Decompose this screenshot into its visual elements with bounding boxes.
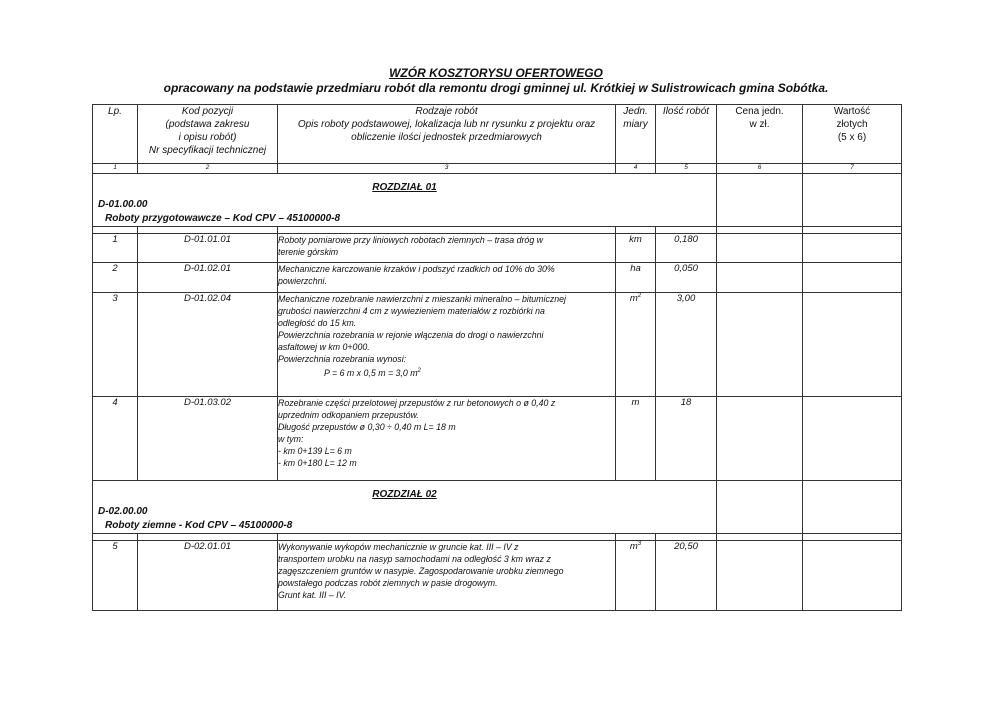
row-quantity: 3,00 (656, 293, 717, 397)
section-heading: ROZDZIAŁ 02 (372, 489, 437, 500)
row-unit: ha (616, 263, 656, 293)
value-cell[interactable] (803, 397, 902, 481)
table-row (93, 263, 902, 293)
row-description: Mechaniczne rozebranie nawierzchni z mieszanki mineralno – bitumicznej grubości nawierzchni 4 cm z wywiezieniem materiałów z rozbiórki na odległość do 15 km. Powierzchnia rozebrania w rejonie włączenia do drogi o nawierzchni asfaltowej w km 0+000. Powierzchnia rozebrania wynosi: P = 6 m x 0,5 m = 3,0 $m^2$ (278, 293, 616, 397)
column-number: 1 (93, 164, 138, 174)
value-cell[interactable] (803, 541, 902, 611)
row-quantity: 0,050 (656, 263, 717, 293)
price-cell[interactable] (717, 263, 803, 293)
column-number: 2 (138, 164, 278, 174)
column-number: 6 (717, 164, 803, 174)
header-cena: Cena jedn. w zł. (717, 105, 803, 164)
table-row (93, 234, 902, 263)
row-description: Roboty pomiarowe przy liniowych robotach ziemnych – trasa dróg w terenie górskim (278, 234, 616, 263)
row-kod: D-01.03.02 (138, 397, 278, 481)
area-formula: P = 6 m x 0,5 m = 3,0 $m^2$ (324, 367, 421, 378)
header-rodzaje: Rodzaje robót Opis roboty podstawowej, lokalizacja lub nr rysunku z projektu oraz obliczenie ilości jednostek przedmiarowych (278, 105, 616, 164)
column-number: 5 (656, 164, 717, 174)
row-unit: km (616, 234, 656, 263)
cost-estimate-table (92, 104, 902, 611)
price-cell[interactable] (717, 293, 803, 397)
column-number: 4 (616, 164, 656, 174)
row-description: Rozebranie części przelotowej przepustów z rur betonowych o ø 0,40 z uprzednim odkopaniem przepustów. Długość przepustów ø 0,30 ÷ 0,40 m L= 18 m w tym: - km 0+139 L= 6 m - km 0+180 L= 12 m (278, 397, 616, 481)
header-row (93, 105, 902, 164)
table-row (93, 293, 902, 397)
value-cell[interactable] (803, 234, 902, 263)
section-heading: ROZDZIAŁ 01 (372, 182, 437, 193)
header-jm: Jedn. miary (616, 105, 656, 164)
header-wartosc: Wartość złotych (5 x 6) (803, 105, 902, 164)
row-lp: 3 (93, 293, 138, 397)
section-name: Roboty przygotowawcze – Kod CPV – 45100000-8 (105, 213, 341, 224)
row-kod: D-02.01.01 (138, 541, 278, 611)
document-subtitle: opracowany na podstawie przedmiaru robót dla remontu drogi gminnej ul. Krótkiej w Sulistrowicach gmina Sobótka. (163, 81, 829, 95)
header-kod: Kod pozycji (podstawa zakresu i opisu robót) Nr specyfikacji technicznej (138, 105, 278, 164)
header-ilosc: Ilość robót (656, 105, 717, 164)
column-numbers-row (93, 164, 902, 174)
section-code: D-01.00.00 (98, 199, 148, 210)
value-cell[interactable] (803, 174, 902, 227)
row-lp: 5 (93, 541, 138, 611)
section-row (93, 174, 902, 227)
table-row (93, 397, 902, 481)
row-quantity: 0,180 (656, 234, 717, 263)
value-cell[interactable] (803, 481, 902, 534)
document-title: WZÓR KOSZTORYSU OFERTOWEGO (389, 66, 603, 80)
column-number: 3 (278, 164, 616, 174)
row-lp: 1 (93, 234, 138, 263)
row-quantity: 18 (656, 397, 717, 481)
row-kod: D-01.02.01 (138, 263, 278, 293)
row-description: Wykonywanie wykopów mechanicznie w gruncie kat. III – IV z transportem urobku na nasyp samochodami na odległość 3 km wraz z zagęszczeniem gruntów w nasypie. Zagospodarowanie urobku ziemnego powstałego podczas robót ziemnych w pasie drogowym. Grunt kat. III – IV. (278, 541, 616, 611)
row-quantity: 20,50 (656, 541, 717, 611)
section-code: D-02.00.00 (98, 506, 148, 517)
row-lp: 4 (93, 397, 138, 481)
row-kod: D-01.02.04 (138, 293, 278, 397)
row-description: Mechaniczne karczowanie krzaków i podszyć rzadkich od 10% do 30% powierzchni. (278, 263, 616, 293)
row-unit: $m^2$ (616, 293, 656, 397)
table-row (93, 541, 902, 611)
value-cell[interactable] (803, 293, 902, 397)
header-lp: Lp. (93, 105, 138, 164)
section-name: Roboty ziemne - Kod CPV – 45100000-8 (105, 520, 293, 531)
price-cell[interactable] (717, 541, 803, 611)
row-unit: $m^3$ (616, 541, 656, 611)
section-row (93, 481, 902, 534)
price-cell[interactable] (717, 174, 803, 227)
row-kod: D-01.01.01 (138, 234, 278, 263)
value-cell[interactable] (803, 263, 902, 293)
price-cell[interactable] (717, 397, 803, 481)
row-lp: 2 (93, 263, 138, 293)
row-unit: m (616, 397, 656, 481)
column-number: 7 (803, 164, 902, 174)
price-cell[interactable] (717, 234, 803, 263)
price-cell[interactable] (717, 481, 803, 534)
